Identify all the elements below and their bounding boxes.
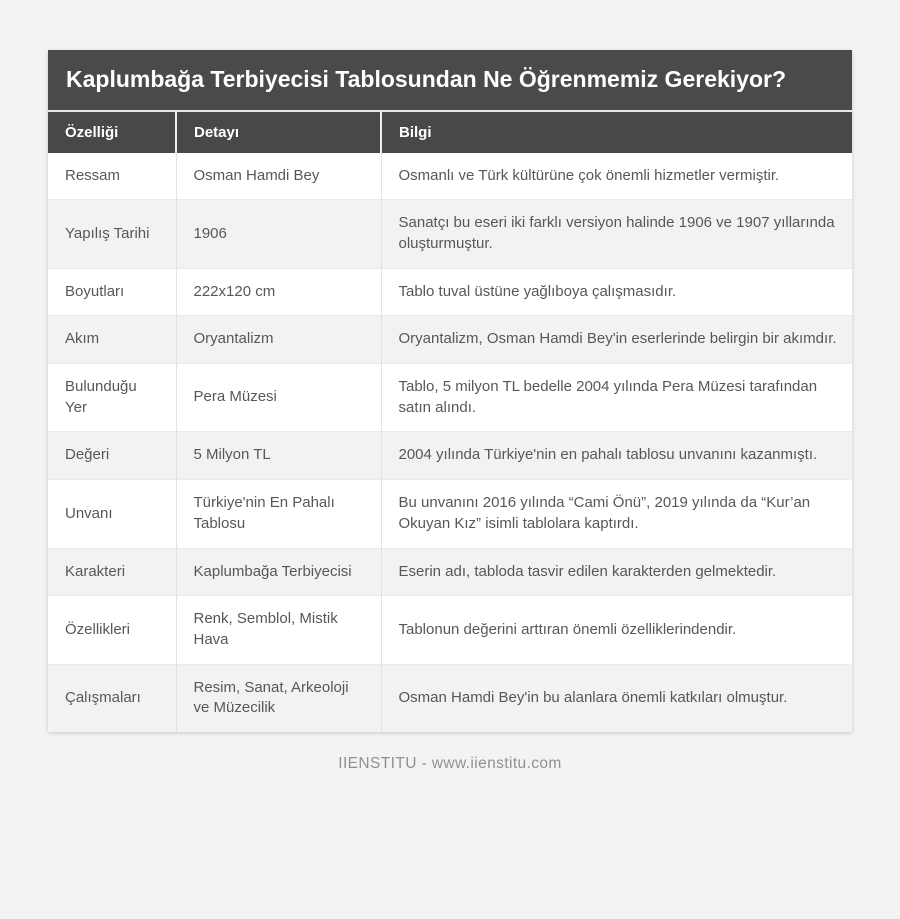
column-header-bilgi: Bilgi bbox=[381, 112, 852, 153]
cell-ozelligi: Çalışmaları bbox=[48, 664, 176, 732]
table-header-row bbox=[48, 112, 852, 153]
cell-ozelligi: Yapılış Tarihi bbox=[48, 200, 176, 268]
table-row bbox=[48, 200, 852, 268]
table-row bbox=[48, 316, 852, 364]
cell-detayi: Resim, Sanat, Arkeoloji ve Müzecilik bbox=[176, 664, 381, 732]
info-table bbox=[48, 112, 852, 732]
cell-detayi: Türkiye'nin En Pahalı Tablosu bbox=[176, 480, 381, 548]
cell-ozelligi: Bulunduğu Yer bbox=[48, 364, 176, 432]
cell-ozelligi: Özellikleri bbox=[48, 596, 176, 664]
info-card bbox=[48, 50, 852, 732]
table-row bbox=[48, 596, 852, 664]
cell-ozelligi: Ressam bbox=[48, 153, 176, 200]
cell-detayi: Kaplumbağa Terbiyecisi bbox=[176, 548, 381, 596]
footer-text: IIENSTITU - www.iienstitu.com bbox=[338, 754, 562, 772]
cell-detayi: Oryantalizm bbox=[176, 316, 381, 364]
table-row bbox=[48, 664, 852, 732]
cell-ozelligi: Değeri bbox=[48, 432, 176, 480]
cell-detayi: Osman Hamdi Bey bbox=[176, 153, 381, 200]
cell-bilgi: Eserin adı, tabloda tasvir edilen karakterden gelmektedir. bbox=[381, 548, 852, 596]
page bbox=[0, 50, 900, 919]
table-row bbox=[48, 432, 852, 480]
column-header-ozelligi: Özelliği bbox=[48, 112, 176, 153]
cell-bilgi: Oryantalizm, Osman Hamdi Bey'in eserlerinde belirgin bir akımdır. bbox=[381, 316, 852, 364]
cell-bilgi: Tablo tuval üstüne yağlıboya çalışmasıdır. bbox=[381, 268, 852, 316]
cell-bilgi: Sanatçı bu eseri iki farklı versiyon halinde 1906 ve 1907 yıllarında oluşturmuştur. bbox=[381, 200, 852, 268]
cell-detayi: Renk, Semblol, Mistik Hava bbox=[176, 596, 381, 664]
table-row bbox=[48, 548, 852, 596]
cell-detayi: 1906 bbox=[176, 200, 381, 268]
cell-detayi: Pera Müzesi bbox=[176, 364, 381, 432]
cell-bilgi: Tablo, 5 milyon TL bedelle 2004 yılında Pera Müzesi tarafından satın alındı. bbox=[381, 364, 852, 432]
table-row bbox=[48, 364, 852, 432]
cell-bilgi: Bu unvanını 2016 yılında “Cami Önü”, 2019 yılında da “Kur’an Okuyan Kız” isimli tablolara kaptırdı. bbox=[381, 480, 852, 548]
cell-ozelligi: Unvanı bbox=[48, 480, 176, 548]
cell-bilgi: Tablonun değerini arttıran önemli özelliklerindendir. bbox=[381, 596, 852, 664]
page-title: Kaplumbağa Terbiyecisi Tablosundan Ne Öğrenmemiz Gerekiyor? bbox=[48, 50, 852, 112]
cell-detayi: 222x120 cm bbox=[176, 268, 381, 316]
table-row bbox=[48, 153, 852, 200]
cell-ozelligi: Akım bbox=[48, 316, 176, 364]
cell-bilgi: 2004 yılında Türkiye'nin en pahalı tablosu unvanını kazanmıştı. bbox=[381, 432, 852, 480]
cell-detayi: 5 Milyon TL bbox=[176, 432, 381, 480]
cell-ozelligi: Karakteri bbox=[48, 548, 176, 596]
column-header-detayi: Detayı bbox=[176, 112, 381, 153]
cell-bilgi: Osman Hamdi Bey'in bu alanlara önemli katkıları olmuştur. bbox=[381, 664, 852, 732]
table-body bbox=[48, 153, 852, 732]
cell-ozelligi: Boyutları bbox=[48, 268, 176, 316]
table-row bbox=[48, 480, 852, 548]
cell-bilgi: Osmanlı ve Türk kültürüne çok önemli hizmetler vermiştir. bbox=[381, 153, 852, 200]
table-row bbox=[48, 268, 852, 316]
